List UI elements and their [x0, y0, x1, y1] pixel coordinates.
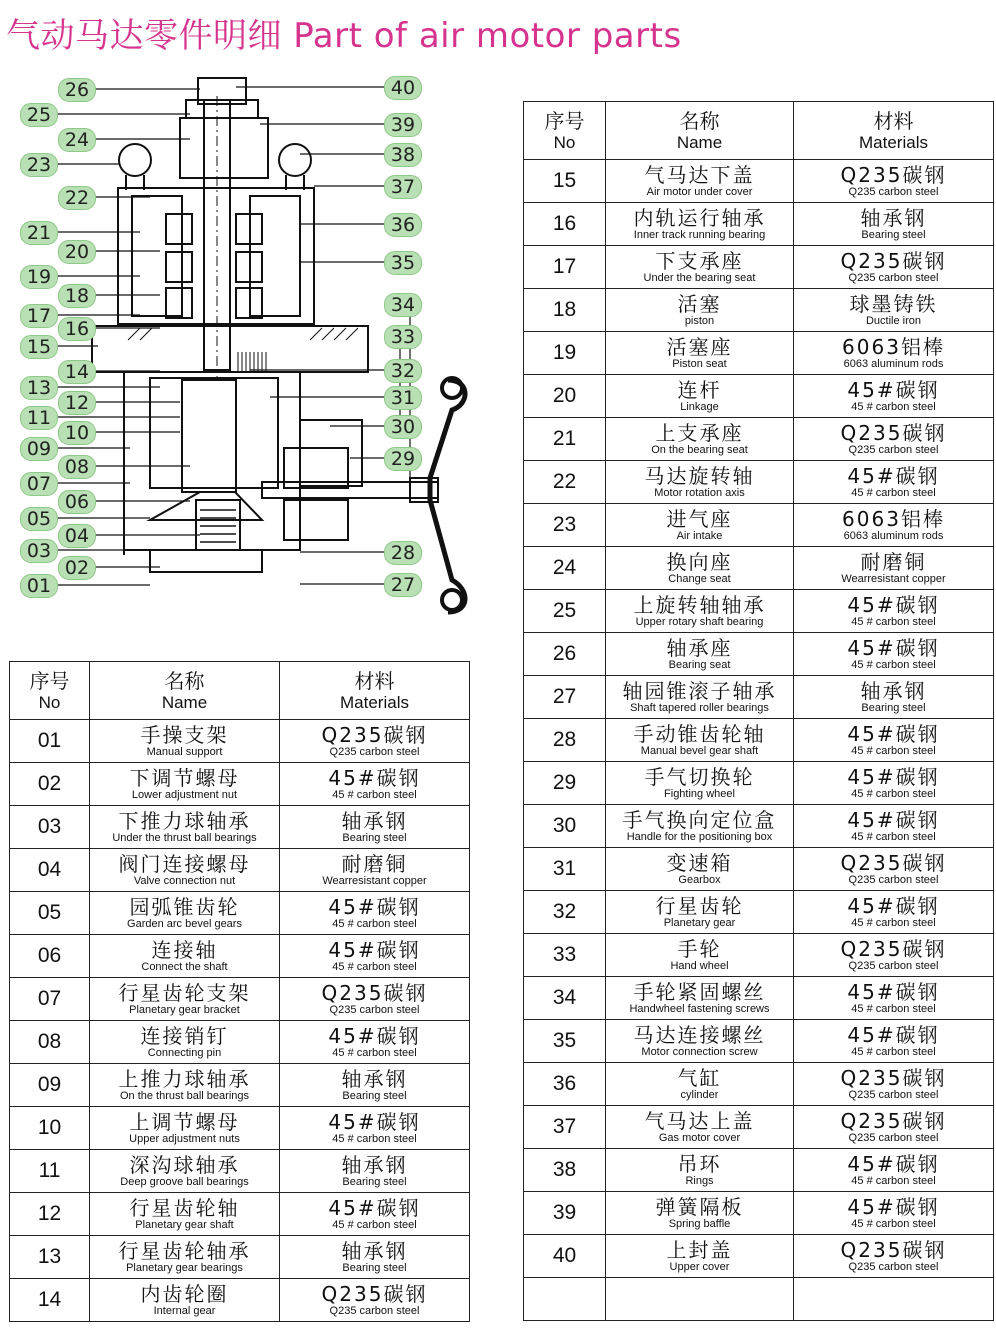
table-row	[10, 1193, 470, 1236]
part-material-cell: 轴承钢 Bearing steel	[280, 806, 470, 849]
part-number-cell: 40	[524, 1235, 606, 1278]
part-material-cell: 45#碳钢 45 # carbon steel	[794, 891, 994, 934]
callout-left: 14	[58, 360, 96, 384]
callout-left: 20	[58, 240, 96, 264]
part-material-cell: 45#碳钢 45 # carbon steel	[794, 762, 994, 805]
table-row	[10, 763, 470, 806]
part-name-cell: 马达连接螺丝 Motor connection screw	[606, 1020, 794, 1063]
callout-left: 06	[58, 490, 96, 514]
callout-left: 26	[58, 78, 96, 102]
callout-left: 10	[58, 421, 96, 445]
table-row	[524, 461, 994, 504]
part-name-cell: 手轮紧固螺丝 Handwheel fastening screws	[606, 977, 794, 1020]
callout-right: 40	[384, 76, 422, 100]
part-number-cell: 26	[524, 633, 606, 676]
part-name-cell: 连接销钉 Connecting pin	[90, 1021, 280, 1064]
table-header-row	[524, 102, 994, 160]
part-name-cell: 手气切换轮 Fighting wheel	[606, 762, 794, 805]
table-row	[524, 418, 994, 461]
callout-left: 12	[58, 391, 96, 415]
part-name-cell: 上调节螺母 Upper adjustment nuts	[90, 1107, 280, 1150]
part-number-cell: 11	[10, 1150, 90, 1193]
part-name-cell: 活塞座 Piston seat	[606, 332, 794, 375]
part-material-cell: 球墨铸铁 Ductile iron	[794, 289, 994, 332]
part-name-cell: 手操支架 Manual support	[90, 720, 280, 763]
callout-left: 13	[20, 376, 58, 400]
callout-left: 19	[20, 265, 58, 289]
lifting-ring-right	[279, 144, 311, 176]
part-material-cell: Q235碳钢 Q235 carbon steel	[280, 978, 470, 1021]
part-name-cell: 上封盖 Upper cover	[606, 1235, 794, 1278]
part-number-cell: 30	[524, 805, 606, 848]
callout-right: 38	[384, 143, 422, 167]
part-number-cell: 12	[10, 1193, 90, 1236]
part-material-cell: Q235碳钢 Q235 carbon steel	[794, 160, 994, 203]
table-row	[10, 849, 470, 892]
part-material-cell: 轴承钢 Bearing steel	[794, 676, 994, 719]
part-material-cell: Q235碳钢 Q235 carbon steel	[794, 1106, 994, 1149]
part-material-cell: Q235碳钢 Q235 carbon steel	[794, 1235, 994, 1278]
part-number-cell: 25	[524, 590, 606, 633]
table-row	[524, 934, 994, 977]
part-name-cell: 活塞 piston	[606, 289, 794, 332]
table-row	[524, 1235, 994, 1278]
table-row	[10, 892, 470, 935]
part-name-cell: 内齿轮圈 Internal gear	[90, 1279, 280, 1322]
part-name-cell: 手轮 Hand wheel	[606, 934, 794, 977]
table-row	[524, 676, 994, 719]
header-materials: 材料 Materials	[794, 102, 994, 160]
table-row	[10, 935, 470, 978]
bottom-plate	[150, 550, 262, 572]
part-material-cell: Q235碳钢 Q235 carbon steel	[794, 1063, 994, 1106]
parts-table-right	[523, 101, 994, 1321]
table-row	[524, 805, 994, 848]
part-number-cell: 02	[10, 763, 90, 806]
part-name-cell: 深沟球轴承 Deep groove ball bearings	[90, 1150, 280, 1193]
part-material-cell: 45#碳钢 45 # carbon steel	[280, 935, 470, 978]
callout-left: 04	[58, 524, 96, 548]
table-row	[524, 633, 994, 676]
part-name-cell: 换向座 Change seat	[606, 547, 794, 590]
callout-left: 08	[58, 455, 96, 479]
part-name-cell: 连杆 Linkage	[606, 375, 794, 418]
table-row	[524, 375, 994, 418]
empty-cell	[606, 1278, 794, 1321]
part-name-cell: 手气换向定位盒 Handle for the positioning box	[606, 805, 794, 848]
callout-left: 09	[20, 437, 58, 461]
table-row	[10, 720, 470, 763]
part-material-cell: Q235碳钢 Q235 carbon steel	[794, 246, 994, 289]
callout-right: 34	[384, 293, 422, 317]
part-number-cell: 05	[10, 892, 90, 935]
header-materials: 材料 Materials	[280, 662, 470, 720]
part-number-cell: 14	[10, 1279, 90, 1322]
callout-left: 21	[20, 221, 58, 245]
table-row	[10, 978, 470, 1021]
part-number-cell: 04	[10, 849, 90, 892]
callout-left: 18	[58, 284, 96, 308]
part-name-cell: 进气座 Air intake	[606, 504, 794, 547]
part-name-cell: 上支承座 On the bearing seat	[606, 418, 794, 461]
cylinder-body	[118, 188, 314, 324]
table-header-row	[10, 662, 470, 720]
callout-right: 28	[384, 541, 422, 565]
header-no: 序号 No	[10, 662, 90, 720]
part-number-cell: 28	[524, 719, 606, 762]
side-gearbox	[300, 420, 362, 486]
part-number-cell: 17	[524, 246, 606, 289]
table-row	[524, 289, 994, 332]
callout-left: 22	[58, 186, 96, 210]
table-row	[524, 547, 994, 590]
part-name-cell: 上旋转轴轴承 Upper rotary shaft bearing	[606, 590, 794, 633]
callout-left: 05	[20, 507, 58, 531]
part-number-cell: 03	[10, 806, 90, 849]
part-material-cell: Q235碳钢 Q235 carbon steel	[794, 934, 994, 977]
callout-right: 32	[384, 359, 422, 383]
part-name-cell: 吊环 Rings	[606, 1149, 794, 1192]
callout-left: 15	[20, 335, 58, 359]
callout-left: 01	[20, 574, 58, 598]
callout-right: 29	[384, 447, 422, 471]
header-name: 名称 Name	[606, 102, 794, 160]
table-row	[524, 1192, 994, 1235]
part-name-cell: 下支承座 Under the bearing seat	[606, 246, 794, 289]
table-row	[524, 977, 994, 1020]
part-name-cell: 气缸 cylinder	[606, 1063, 794, 1106]
part-number-cell: 32	[524, 891, 606, 934]
part-name-cell: 轴园锥滚子轴承 Shaft tapered roller bearings	[606, 676, 794, 719]
part-number-cell: 10	[10, 1107, 90, 1150]
callout-right: 31	[384, 386, 422, 410]
empty-cell	[794, 1278, 994, 1321]
part-number-cell: 35	[524, 1020, 606, 1063]
part-number-cell: 24	[524, 547, 606, 590]
part-material-cell: 45#碳钢 45 # carbon steel	[280, 763, 470, 806]
part-name-cell: 园弧锥齿轮 Garden arc bevel gears	[90, 892, 280, 935]
callout-right: 30	[384, 415, 422, 439]
table-row	[524, 332, 994, 375]
part-name-cell: 行星齿轮轴承 Planetary gear bearings	[90, 1236, 280, 1279]
part-name-cell: 行星齿轮支架 Planetary gear bracket	[90, 978, 280, 1021]
part-material-cell: 45#碳钢 45 # carbon steel	[280, 892, 470, 935]
part-material-cell: Q235碳钢 Q235 carbon steel	[280, 720, 470, 763]
table-row	[10, 1236, 470, 1279]
callout-left: 17	[20, 304, 58, 328]
header-name: 名称 Name	[90, 662, 280, 720]
callout-left: 07	[20, 472, 58, 496]
table-row	[524, 1020, 994, 1063]
part-number-cell: 33	[524, 934, 606, 977]
part-material-cell: 45#碳钢 45 # carbon steel	[794, 805, 994, 848]
part-name-cell: 内轨运行轴承 Inner track running bearing	[606, 203, 794, 246]
part-number-cell: 29	[524, 762, 606, 805]
part-number-cell: 08	[10, 1021, 90, 1064]
table-row	[524, 160, 994, 203]
part-material-cell: 45#碳钢 45 # carbon steel	[794, 1149, 994, 1192]
callout-right: 33	[384, 325, 422, 349]
table-row	[524, 719, 994, 762]
table-row	[524, 762, 994, 805]
part-material-cell: 45#碳钢 45 # carbon steel	[794, 1192, 994, 1235]
part-name-cell: 变速箱 Gearbox	[606, 848, 794, 891]
part-name-cell: 弹簧隔板 Spring baffle	[606, 1192, 794, 1235]
table-row	[524, 203, 994, 246]
empty-cell	[524, 1278, 606, 1321]
part-material-cell: 轴承钢 Bearing steel	[794, 203, 994, 246]
lifting-ring-left	[119, 144, 151, 176]
part-material-cell: 45#碳钢 45 # carbon steel	[794, 375, 994, 418]
table-row	[524, 891, 994, 934]
part-number-cell: 22	[524, 461, 606, 504]
part-name-cell: 气马达下盖 Air motor under cover	[606, 160, 794, 203]
table-row	[10, 1021, 470, 1064]
manual-shaft	[262, 482, 438, 498]
callout-right: 37	[384, 175, 422, 199]
part-name-cell: 连接轴 Connect the shaft	[90, 935, 280, 978]
part-material-cell: Q235碳钢 Q235 carbon steel	[794, 418, 994, 461]
part-material-cell: 45#碳钢 45 # carbon steel	[280, 1021, 470, 1064]
callout-left: 23	[20, 153, 58, 177]
part-number-cell: 18	[524, 289, 606, 332]
part-number-cell: 15	[524, 160, 606, 203]
part-number-cell: 39	[524, 1192, 606, 1235]
callout-right: 39	[384, 113, 422, 137]
part-material-cell: 45#碳钢 45 # carbon steel	[794, 461, 994, 504]
part-material-cell: Q235碳钢 Q235 carbon steel	[794, 848, 994, 891]
part-number-cell: 16	[524, 203, 606, 246]
part-name-cell: 阀门连接螺母 Valve connection nut	[90, 849, 280, 892]
part-number-cell: 07	[10, 978, 90, 1021]
part-material-cell: 轴承钢 Bearing steel	[280, 1064, 470, 1107]
part-material-cell: 耐磨铜 Wearresistant copper	[280, 849, 470, 892]
table-row	[10, 1279, 470, 1322]
table-row-empty	[524, 1278, 994, 1321]
part-name-cell: 上推力球轴承 On the thrust ball bearings	[90, 1064, 280, 1107]
table-row	[524, 590, 994, 633]
part-number-cell: 36	[524, 1063, 606, 1106]
part-number-cell: 19	[524, 332, 606, 375]
parts-table-left	[9, 661, 470, 1322]
part-name-cell: 气马达上盖 Gas motor cover	[606, 1106, 794, 1149]
part-material-cell: Q235碳钢 Q235 carbon steel	[280, 1279, 470, 1322]
part-material-cell: 45#碳钢 45 # carbon steel	[280, 1107, 470, 1150]
part-material-cell: 45#碳钢 45 # carbon steel	[794, 719, 994, 762]
header-no: 序号 No	[524, 102, 606, 160]
part-number-cell: 01	[10, 720, 90, 763]
table-row	[524, 1106, 994, 1149]
page-title: 气动马达零件明细 Part of air motor parts	[6, 16, 682, 56]
handwheel	[430, 380, 465, 612]
callout-right: 27	[384, 573, 422, 597]
part-material-cell: 45#碳钢 45 # carbon steel	[280, 1193, 470, 1236]
part-material-cell: 6063铝棒 6063 aluminum rods	[794, 504, 994, 547]
table-row	[10, 1064, 470, 1107]
part-material-cell: 6063铝棒 6063 aluminum rods	[794, 332, 994, 375]
table-row	[524, 246, 994, 289]
part-number-cell: 38	[524, 1149, 606, 1192]
table-row	[10, 1150, 470, 1193]
table-row	[524, 848, 994, 891]
table-row	[10, 1107, 470, 1150]
part-number-cell: 31	[524, 848, 606, 891]
part-name-cell: 手动锥齿轮轴 Manual bevel gear shaft	[606, 719, 794, 762]
part-name-cell: 行星齿轮轴 Planetary gear shaft	[90, 1193, 280, 1236]
table-row	[524, 1149, 994, 1192]
table-row	[10, 806, 470, 849]
part-number-cell: 37	[524, 1106, 606, 1149]
part-material-cell: 耐磨铜 Wearresistant copper	[794, 547, 994, 590]
part-material-cell: 45#碳钢 45 # carbon steel	[794, 590, 994, 633]
part-material-cell: 45#碳钢 45 # carbon steel	[794, 1020, 994, 1063]
callout-left: 02	[58, 556, 96, 580]
part-number-cell: 21	[524, 418, 606, 461]
part-material-cell: 45#碳钢 45 # carbon steel	[794, 977, 994, 1020]
part-name-cell: 行星齿轮 Planetary gear	[606, 891, 794, 934]
callout-left: 11	[20, 406, 58, 430]
table-row	[524, 1063, 994, 1106]
part-material-cell: 45#碳钢 45 # carbon steel	[794, 633, 994, 676]
part-material-cell: 轴承钢 Bearing steel	[280, 1150, 470, 1193]
part-number-cell: 20	[524, 375, 606, 418]
part-name-cell: 下推力球轴承 Under the thrust ball bearings	[90, 806, 280, 849]
part-number-cell: 23	[524, 504, 606, 547]
part-name-cell: 轴承座 Bearing seat	[606, 633, 794, 676]
callout-right: 35	[384, 251, 422, 275]
part-number-cell: 13	[10, 1236, 90, 1279]
part-number-cell: 06	[10, 935, 90, 978]
callout-left: 16	[58, 317, 96, 341]
part-number-cell: 34	[524, 977, 606, 1020]
part-material-cell: 轴承钢 Bearing steel	[280, 1236, 470, 1279]
callout-left: 03	[20, 539, 58, 563]
callout-left: 25	[20, 103, 58, 127]
part-number-cell: 27	[524, 676, 606, 719]
part-number-cell: 09	[10, 1064, 90, 1107]
part-name-cell: 马达旋转轴 Motor rotation axis	[606, 461, 794, 504]
part-name-cell: 下调节螺母 Lower adjustment nut	[90, 763, 280, 806]
table-row	[524, 504, 994, 547]
callout-right: 36	[384, 213, 422, 237]
callout-left: 24	[58, 128, 96, 152]
